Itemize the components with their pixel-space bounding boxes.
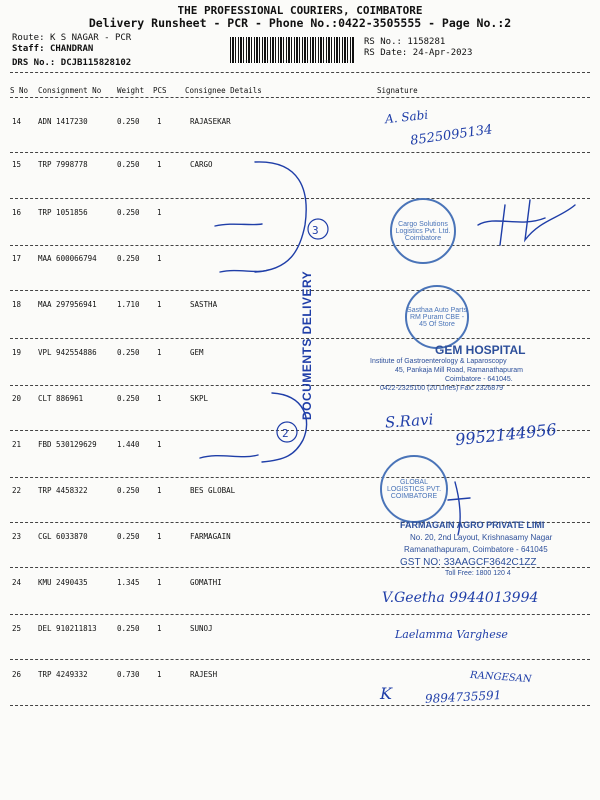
- row-20-consignee: SKPL: [190, 394, 209, 403]
- dash-mark-16: [215, 224, 262, 226]
- row-16-weight: 0.250: [117, 208, 140, 217]
- row-25-sno: 25: [12, 624, 22, 633]
- row-19-weight: 0.250: [117, 348, 140, 357]
- row-25-pcs: 1: [157, 624, 162, 633]
- sasthaa-stamp: Sasthaa Auto Parts RM Puram CBE - 45 Of Store: [405, 285, 469, 349]
- bracket-count-2: 2: [282, 427, 289, 440]
- row-15-weight: 0.250: [117, 160, 140, 169]
- row-25-weight: 0.250: [117, 624, 140, 633]
- row-22-weight: 0.250: [117, 486, 140, 495]
- row-14-consignee: RAJASEKAR: [190, 117, 231, 126]
- farm-stamp-gst: GST NO: 33AAGCF3642C1ZZ: [400, 557, 537, 568]
- gem-stamp-line1: Institute of Gastroenterology & Laparoscopy: [370, 358, 507, 365]
- runsheet-title: Delivery Runsheet - PCR - Phone No.:0422-3505555 - Page No.:2: [88, 16, 512, 30]
- row-23-consignee: FARMAGAIN: [190, 532, 231, 541]
- dash-mark-17: [220, 270, 268, 272]
- row-19-cons: VPL 942554886: [38, 348, 97, 357]
- global-stamp: GLOBAL LOGISTICS PVT. COIMBATORE: [380, 455, 448, 523]
- row-22-pcs: 1: [157, 486, 162, 495]
- company-title: THE PROFESSIONAL COURIERS, COIMBATORE: [177, 4, 423, 17]
- row-23-pcs: 1: [157, 532, 162, 541]
- rs-no: RS No.: 1158281: [364, 37, 446, 47]
- sig26-scribble: K: [380, 684, 392, 703]
- row-23-weight: 0.250: [117, 532, 140, 541]
- row-25-consignee: SUNOJ: [190, 624, 213, 633]
- row-17-cons: MAA 600066794: [38, 254, 97, 263]
- row-19-sno: 19: [12, 348, 22, 357]
- gem-stamp-line3: Coimbatore - 641045.: [445, 376, 513, 383]
- sig14-name: A. Sabi: [384, 107, 429, 127]
- dash-mark-21: [200, 455, 258, 458]
- row-14-weight: 0.250: [117, 117, 140, 126]
- row-14-sno: 14: [12, 117, 22, 126]
- row-18-consignee: SASTHA: [190, 300, 218, 309]
- row-15-pcs: 1: [157, 160, 162, 169]
- row-22-sno: 22: [12, 486, 22, 495]
- bracket-stroke-1: [255, 162, 306, 272]
- row-21-weight: 1.440: [117, 440, 140, 449]
- row-17-weight: 0.250: [117, 254, 140, 263]
- sig24: V.Geetha 9944013994: [382, 590, 539, 606]
- drs-info: DRS No.: DCJB115828102: [12, 58, 132, 68]
- sig16-stroke: [478, 200, 575, 245]
- row-20-sno: 20: [12, 394, 22, 403]
- row-19-consignee: GEM: [190, 348, 204, 357]
- row-20-pcs: 1: [157, 394, 162, 403]
- col-pcs: PCS: [153, 86, 167, 95]
- row-26-pcs: 1: [157, 670, 162, 679]
- row-18-weight: 1.710: [117, 300, 140, 309]
- row-23-sno: 23: [12, 532, 22, 541]
- row-24-sno: 24: [12, 578, 22, 587]
- row-18-sno: 18: [12, 300, 22, 309]
- row-16-sno: 16: [12, 208, 22, 217]
- col-consignment: Consignment No: [38, 86, 102, 95]
- route-info: Route: K S NAGAR - PCR: [12, 33, 132, 43]
- row-20-weight: 0.250: [117, 394, 140, 403]
- row-14-cons: ADN 1417230: [38, 117, 88, 126]
- row-20-cons: CLT 886961: [38, 394, 84, 403]
- row-17-sno: 17: [12, 254, 22, 263]
- farm-stamp-name: FARMAGAIN AGRO PRIVATE LIMI: [400, 520, 545, 530]
- sig26-phone: 9894735591: [424, 688, 502, 706]
- row-17-pcs: 1: [157, 254, 162, 263]
- sig21-name: S.Ravi: [384, 410, 434, 432]
- row-21-sno: 21: [12, 440, 22, 449]
- row-24-weight: 1.345: [117, 578, 140, 587]
- farm-stamp-toll: Toll Free: 1800 120 4: [445, 570, 511, 577]
- row-21-cons: FBD 530129629: [38, 440, 97, 449]
- row-22-cons: TRP 4458322: [38, 486, 88, 495]
- row-18-cons: MAA 297956941: [38, 300, 97, 309]
- sig21-phone: 9952144956: [454, 419, 558, 450]
- row-26-consignee: RAJESH: [190, 670, 218, 679]
- row-23-cons: CGL 6033870: [38, 532, 88, 541]
- row-22-consignee: BES GLOBAL: [190, 486, 236, 495]
- sig26-name: RANGESAN: [469, 669, 532, 686]
- row-24-pcs: 1: [157, 578, 162, 587]
- row-18-pcs: 1: [157, 300, 162, 309]
- sig14-phone: 8525095134: [409, 122, 494, 149]
- col-sno: S No: [10, 86, 29, 95]
- staff-info: Staff: CHANDRAN: [12, 44, 94, 54]
- rs-date: RS Date: 24-Apr-2023: [364, 48, 473, 58]
- row-26-sno: 26: [12, 670, 22, 679]
- gem-stamp-name: GEM HOSPITAL: [435, 343, 526, 357]
- sig25: Laelamma Varghese: [395, 628, 508, 641]
- row-14-pcs: 1: [157, 117, 162, 126]
- col-consignee: Consignee Details: [185, 86, 262, 95]
- row-15-sno: 15: [12, 160, 22, 169]
- farm-stamp-line2: Ramanathapuram, Coimbatore - 641045: [404, 545, 548, 554]
- documents-delivery-note: DOCUMENTS DELIVERY: [300, 270, 314, 420]
- col-weight: Weight: [117, 86, 145, 95]
- col-signature: Signature: [377, 86, 418, 95]
- cargo-stamp: Cargo Solutions Logistics Pvt. Ltd. Coimbatore: [390, 198, 456, 264]
- row-19-pcs: 1: [157, 348, 162, 357]
- row-15-cons: TRP 7998778: [38, 160, 88, 169]
- bracket-count-1: 3: [312, 224, 319, 237]
- row-16-pcs: 1: [157, 208, 162, 217]
- row-26-cons: TRP 4249332: [38, 670, 88, 679]
- row-15-consignee: CARGO: [190, 160, 213, 169]
- gem-stamp-line2: 45, Pankaja Mill Road, Ramanathapuram: [395, 367, 524, 374]
- row-21-pcs: 1: [157, 440, 162, 449]
- row-24-consignee: GOMATHI: [190, 578, 222, 587]
- gem-stamp-line4: 0422-2325100 (20 Lines) Fax: 2326879: [380, 385, 503, 392]
- row-16-cons: TRP 1051856: [38, 208, 88, 217]
- row-26-weight: 0.730: [117, 670, 140, 679]
- row-25-cons: DEL 910211813: [38, 624, 97, 633]
- farm-stamp-line1: No. 20, 2nd Layout, Krishnasamy Nagar: [410, 533, 553, 542]
- row-24-cons: KMU 2490435: [38, 578, 88, 587]
